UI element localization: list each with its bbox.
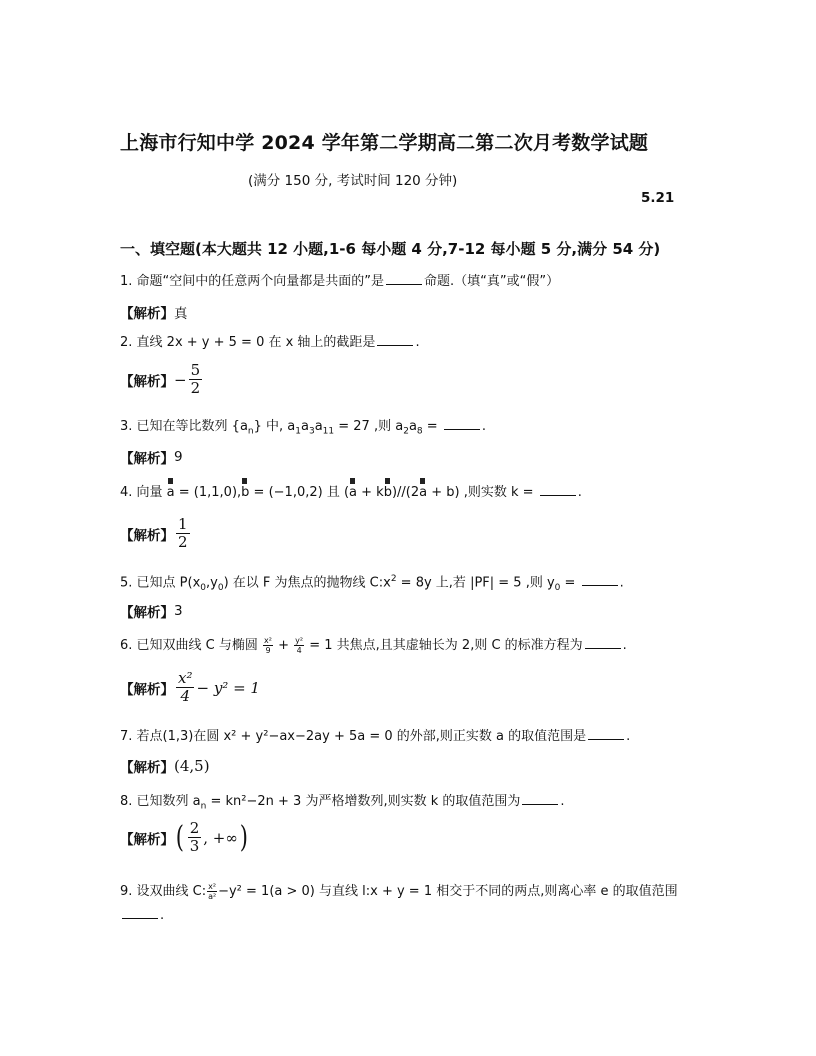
- question-1: 1. 命题“空间中的任意两个向量都是共面的”是 命题.（填“真”或“假”）: [120, 274, 560, 289]
- ellipse-term-x: $\frac{\text{x²}}{9}$: [264, 636, 272, 655]
- answer-fraction: $\frac{1}{2}$: [178, 515, 188, 551]
- answer-blank: [522, 792, 558, 805]
- ellipse-term-y: $\frac{\text{y²}}{4}$: [295, 636, 304, 655]
- page-title: 上海市行知中学 2024 学年第二学期高二第二次月考数学试题: [120, 132, 649, 154]
- answer-blank: [540, 483, 576, 496]
- answer-6: 【解析】 $\frac{\text{x²}}{4}$ − y² = 1: [120, 669, 260, 705]
- answer-7: 【解析】 (4,5): [120, 757, 210, 776]
- answer-blank: [122, 906, 158, 919]
- question-9: 9. 设双曲线 C: $\frac{\text{x²}}{\text{a²}}$ −y² = 1(a > 0) 与直线 l:x + y = 1 相交于不同的两点,则离心率 e 的取值范围.: [120, 882, 678, 923]
- answer-blank: [386, 272, 422, 285]
- answer-blank: [588, 727, 624, 740]
- answer-tag: 【解析】: [120, 306, 174, 322]
- question-8: 8. 已知数列 $a_n = kn^2-2n + 3$ 为严格增数列,则实数 k 的取值范围为 .: [120, 794, 565, 812]
- answer-3: 【解析】 9: [120, 449, 183, 467]
- exam-date: 5.21: [641, 190, 675, 206]
- question-3: 3. 已知在等比数列 $\{a_n\}$ 中, $a_1a_3a_{11} = 27$ ,则 $a_2a_8$ = .: [120, 419, 486, 437]
- answer-blank: [585, 636, 621, 649]
- section-heading: 一、填空题(本大题共 12 小题,1-6 每小题 4 分,7-12 每小题 5 分,满分 54 分): [120, 240, 661, 258]
- answer-blank: [582, 573, 618, 586]
- answer-1: 【解析】 真: [120, 302, 188, 322]
- question-2: 2. 直线 2x + y + 5 = 0 在 x 轴上的截距是 .: [120, 335, 420, 350]
- answer-4: 【解析】 $\frac{1}{2}$: [120, 515, 188, 551]
- question-5: 5. 已知点 $P(x_0,y_0)$ 在以 F 为焦点的抛物线 $C:x^2 = 8y$ 上,若 |PF| = 5 ,则 $y_0$ = .: [120, 574, 624, 593]
- question-7: 7. 若点(1,3)在圆 x² + y²−ax−2ay + 5a = 0 的外部,则正实数 a 的取值范围是 .: [120, 729, 631, 744]
- answer-blank: [444, 417, 480, 430]
- question-4: 4. 向量 a = (1,1,0),b = (−1,0,2) 且 (a + kb)//(2a + b) ,则实数 k = .: [120, 485, 582, 500]
- exam-info: (满分 150 分, 考试时间 120 分钟): [248, 173, 458, 189]
- answer-2: 【解析】 − $\frac{5}{2}$: [120, 361, 201, 397]
- answer-fraction: $\frac{2}{3}$: [189, 819, 200, 855]
- answer-fraction: $\frac{5}{2}$: [190, 361, 201, 397]
- answer-fraction: $\frac{\text{x²}}{4}$: [178, 669, 193, 705]
- answer-8: 【解析】 ( $\frac{2}{3}$ , +∞ ): [120, 819, 248, 855]
- answer-5: 【解析】 3: [120, 603, 183, 621]
- question-6: 6. 已知双曲线 C 与椭圆 $\frac{\text{x²}}{9}$ + $\frac{\text{y²}}{4}$ = 1 共焦点,且其虚轴长为 2,则 C 的标准方程为 .: [120, 636, 627, 655]
- hyperbola-term: $\frac{\text{x²}}{\text{a²}}$: [208, 882, 217, 901]
- answer-blank: [377, 333, 413, 346]
